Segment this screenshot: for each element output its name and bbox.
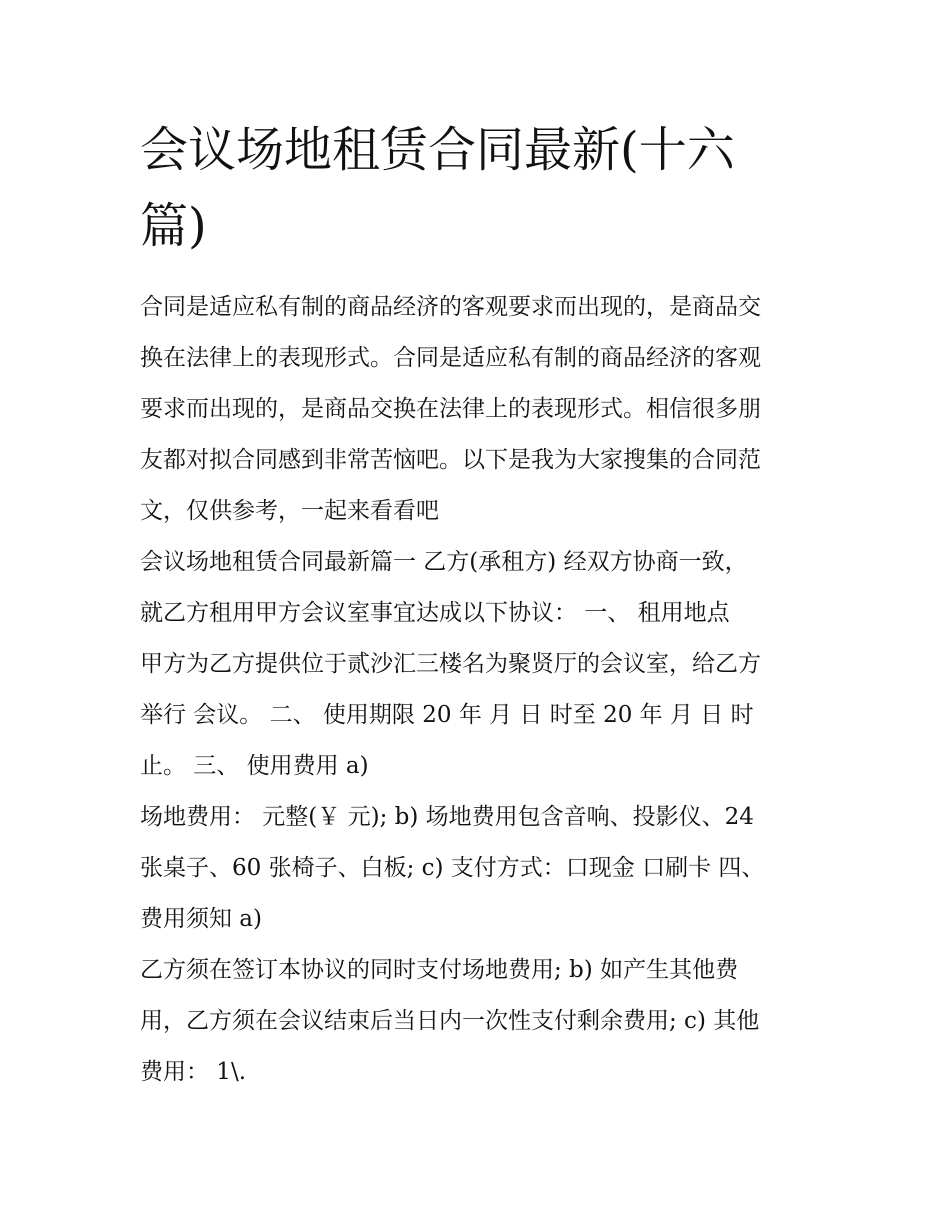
payment-notice-paragraph: 乙方须在签订本协议的同时支付场地费用; b) 如产生其他费 用，乙方须在会议结束后当日内一次性支付剩余费用; c) 其他 费用： 1\.: [140, 957, 760, 1085]
document-title: 会议场地租赁合同最新(十六 篇): [140, 122, 735, 254]
intro-paragraph: 合同是适应私有制的商品经济的客观要求而出现的，是商品交 换在法律上的表现形式。合同是适应私有制的商品经济的客观 要求而出现的，是商品交换在法律上的表现形式。相信很多朋 友都对拟合同感到非常苦恼吧。以下是我为大家搜集的合同范 文，仅供参考，一起来看看吧: [140, 294, 761, 524]
fee-paragraph: 场地费用： 元整(￥ 元); b) 场地费用包含音响、投影仪、24 张桌子、60 张椅子、白板; c) 支付方式：口现金 口刷卡 四、 费用须知 a): [140, 804, 765, 932]
contract-clause-paragraph: 会议场地租赁合同最新篇一 乙方(承租方) 经双方协商一致， 就乙方租用甲方会议室事宜达成以下协议： 一、 租用地点 甲方为乙方提供位于贰沙汇三楼名为聚贤厅的会议室，给乙方 举行 会议。 二、 使用期限 20 年 月 日 时至 20 年 月 日 时 止。 三、 使用费用 a): [140, 549, 761, 779]
document-body: [140, 282, 830, 1098]
